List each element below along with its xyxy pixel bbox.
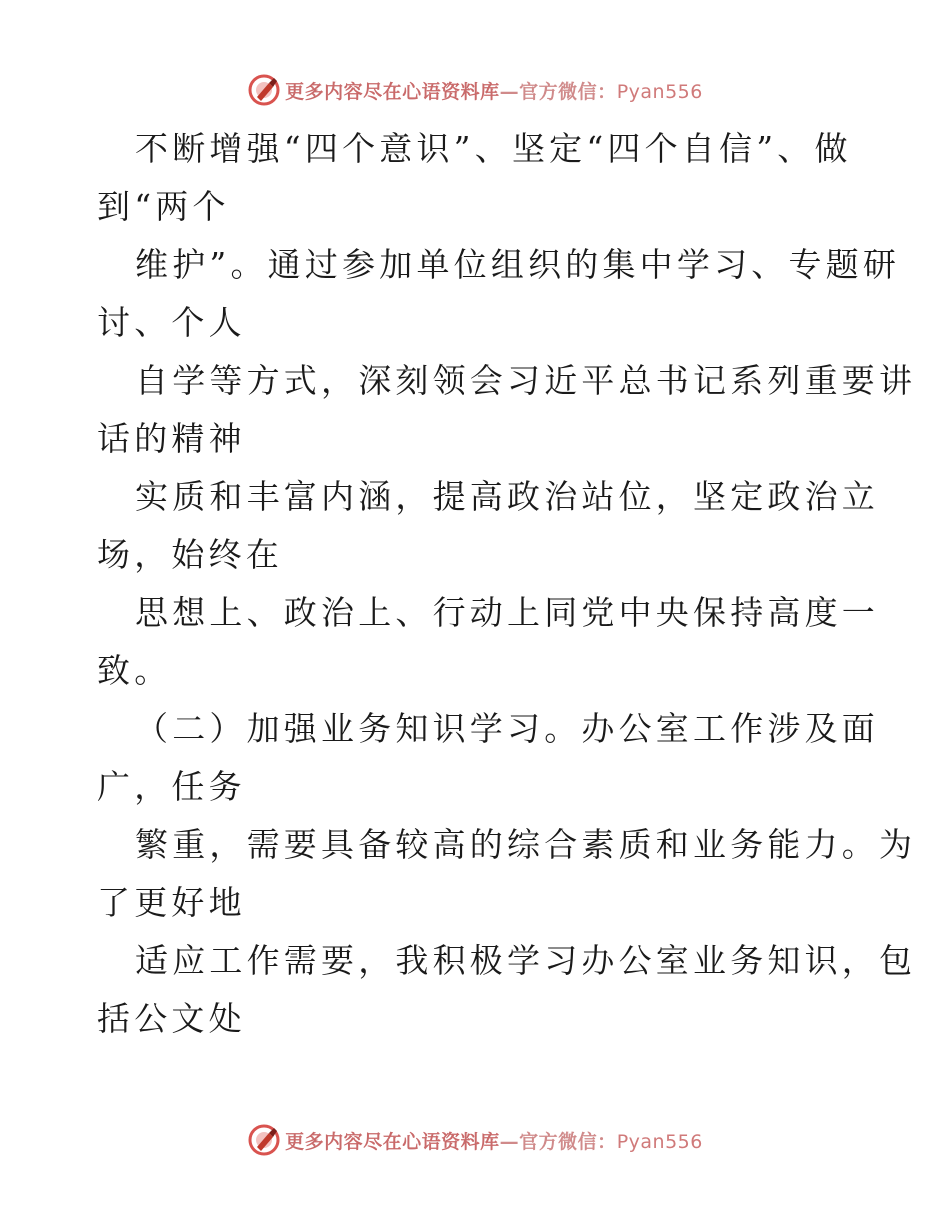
text-line-9: 思想上、政治上、行动上同党中央保持高度一 — [135, 593, 879, 632]
text-line-3: 维护”。通过参加单位组织的集中学习、专题研 — [135, 245, 901, 284]
watermark-wechat-id: Pyan556 — [616, 1130, 703, 1153]
text-line-4: 讨、个人 — [97, 303, 246, 342]
watermark-label: 官方微信： — [519, 80, 617, 103]
text-line-12: 广，任务 — [97, 767, 246, 806]
watermark-main-text: 更多内容尽在心语资料库 — [285, 1130, 500, 1153]
text-line-8: 场，始终在 — [97, 535, 283, 574]
text-line-2: 到“两个 — [97, 187, 230, 226]
watermark-main-text: 更多内容尽在心语资料库 — [285, 80, 500, 103]
text-line-14: 了更好地 — [97, 883, 246, 922]
watermark-text — [285, 77, 703, 104]
text-line-5: 自学等方式，深刻领会习近平总书记系列重要讲 — [135, 361, 917, 400]
text-line-6: 话的精神 — [97, 419, 246, 458]
header-watermark-banner — [0, 70, 950, 110]
watermark-wechat-id: Pyan556 — [616, 80, 703, 103]
watermark-text — [285, 1127, 703, 1154]
text-line-1: 不断增强“四个意识”、坚定“四个自信”、做 — [135, 129, 852, 168]
watermark-separator: — — [499, 1130, 520, 1153]
text-line-16: 括公文处 — [97, 999, 246, 1038]
text-line-7: 实质和丰富内涵，提高政治站位，坚定政治立 — [135, 477, 879, 516]
text-line-15: 适应工作需要，我积极学习办公室业务知识，包 — [135, 941, 917, 980]
watermark-label: 官方微信： — [519, 1130, 617, 1153]
text-line-10: 致。 — [97, 651, 172, 690]
footer-watermark-banner — [0, 1120, 950, 1160]
watermark-separator: — — [499, 80, 520, 103]
pen-logo-icon — [247, 1123, 281, 1157]
text-line-13: 繁重，需要具备较高的综合素质和业务能力。为 — [135, 825, 917, 864]
text-line-11: （二）加强业务知识学习。办公室工作涉及面 — [135, 709, 879, 748]
pen-logo-icon — [247, 73, 281, 107]
